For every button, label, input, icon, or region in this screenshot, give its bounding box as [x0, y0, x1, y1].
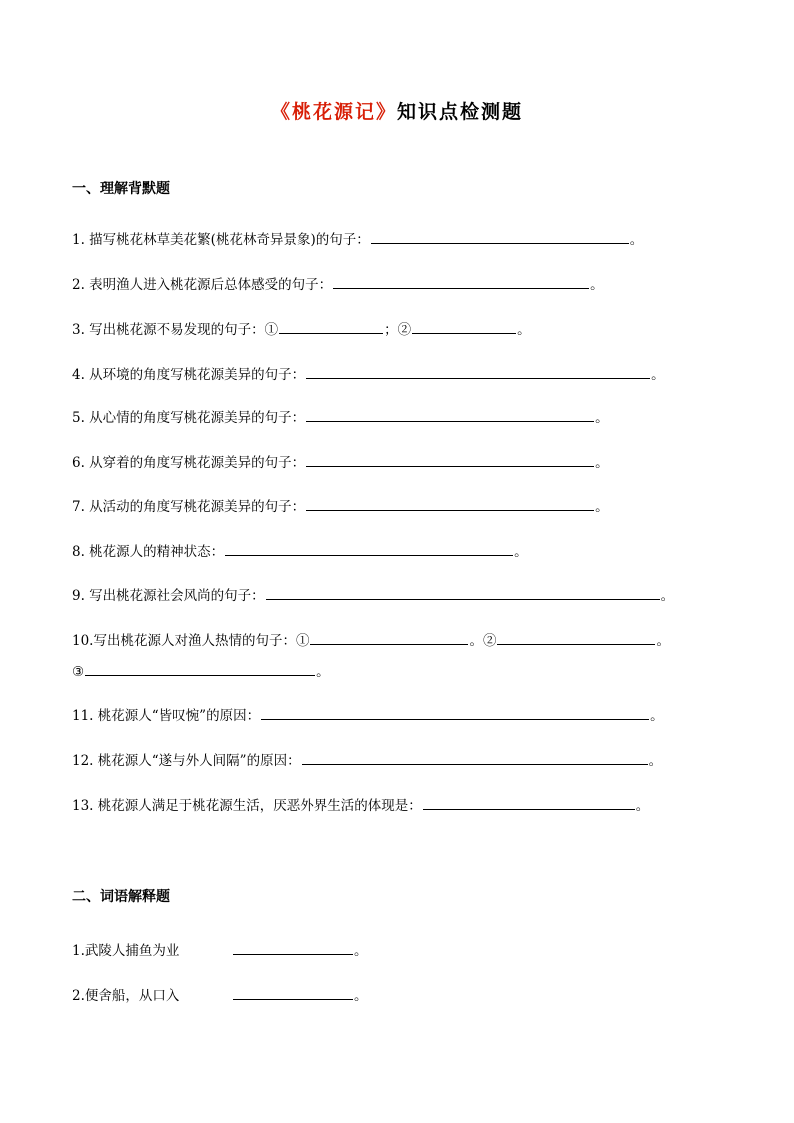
answer-blank[interactable] — [306, 495, 594, 511]
title-rest: 知识点检测题 — [397, 101, 524, 123]
question-6: 6. 从穿着的角度写桃花源美异的句子： 。 — [72, 451, 609, 471]
answer-blank[interactable] — [266, 584, 660, 600]
question-1: 1. 描写桃花林草美花繁(桃花林奇异景象)的句子： 。 — [72, 228, 643, 248]
question-12: 12. 桃花源人“遂与外人间隔”的原因： 。 — [72, 749, 662, 769]
vocab-text: 2.便舍船，从口入 — [72, 988, 180, 1004]
question-text: 3. 写出桃花源不易发现的句子：① — [72, 322, 279, 338]
question-4: 4. 从环境的角度写桃花源美异的句子： 。 — [72, 363, 665, 383]
answer-blank[interactable] — [261, 704, 649, 720]
question-10-line2: ③ 。 — [72, 660, 330, 680]
section-heading-2: 二、词语解释题 — [72, 889, 170, 905]
answer-blank[interactable] — [412, 318, 516, 334]
question-9: 9. 写出桃花源社会风尚的句子： 。 — [72, 584, 674, 604]
answer-blank[interactable] — [423, 794, 635, 810]
question-text: 5. 从心情的角度写桃花源美异的句子： — [72, 410, 306, 426]
question-text: 6. 从穿着的角度写桃花源美异的句子： — [72, 455, 306, 471]
answer-blank[interactable] — [279, 318, 383, 334]
answer-blank[interactable] — [233, 984, 353, 1000]
question-text: 1. 描写桃花林草美花繁(桃花林奇异景象)的句子： — [72, 232, 370, 248]
question-text: 13. 桃花源人满足于桃花源生活，厌恶外界生活的体现是： — [72, 798, 422, 814]
question-text: 2. 表明渔人进入桃花源后总体感受的句子： — [72, 277, 333, 293]
question-text: 4. 从环境的角度写桃花源美异的句子： — [72, 367, 306, 383]
answer-blank[interactable] — [497, 629, 655, 645]
answer-blank[interactable] — [306, 363, 650, 379]
section-heading-1: 一、理解背默题 — [72, 181, 170, 197]
question-11: 11. 桃花源人“皆叹惋”的原因： 。 — [72, 704, 664, 724]
question-text: 11. 桃花源人“皆叹惋”的原因： — [72, 708, 261, 724]
answer-blank[interactable] — [306, 451, 594, 467]
answer-blank[interactable] — [225, 540, 513, 556]
vocab-item-2: 2.便舍船，从口入 。 — [72, 984, 368, 1004]
question-text: 10.写出桃花源人对渔人热情的句子：① — [72, 633, 310, 649]
question-10: 10.写出桃花源人对渔人热情的句子：① 。② 。 — [72, 629, 670, 649]
question-3: 3. 写出桃花源不易发现的句子：① ；② 。 — [72, 318, 531, 338]
answer-blank[interactable] — [85, 660, 315, 676]
question-5: 5. 从心情的角度写桃花源美异的句子： 。 — [72, 406, 609, 426]
question-text: 9. 写出桃花源社会风尚的句子： — [72, 588, 265, 604]
answer-blank[interactable] — [233, 939, 353, 955]
question-text: 8. 桃花源人的精神状态： — [72, 544, 225, 560]
question-13: 13. 桃花源人满足于桃花源生活，厌恶外界生活的体现是： 。 — [72, 794, 649, 814]
answer-blank[interactable] — [310, 629, 468, 645]
answer-blank[interactable] — [306, 406, 594, 422]
title-highlight: 《桃花源记》 — [270, 101, 397, 123]
question-text: 12. 桃花源人“遂与外人间隔”的原因： — [72, 753, 301, 769]
question-text: 7. 从活动的角度写桃花源美异的句子： — [72, 499, 306, 515]
answer-blank[interactable] — [371, 228, 629, 244]
page-title — [0, 97, 794, 124]
question-2: 2. 表明渔人进入桃花源后总体感受的句子： 。 — [72, 273, 604, 293]
question-7: 7. 从活动的角度写桃花源美异的句子： 。 — [72, 495, 609, 515]
vocab-item-1: 1.武陵人捕鱼为业 。 — [72, 939, 368, 959]
answer-blank[interactable] — [333, 273, 589, 289]
question-8: 8. 桃花源人的精神状态： 。 — [72, 540, 528, 560]
answer-blank[interactable] — [302, 749, 648, 765]
vocab-text: 1.武陵人捕鱼为业 — [72, 943, 180, 959]
